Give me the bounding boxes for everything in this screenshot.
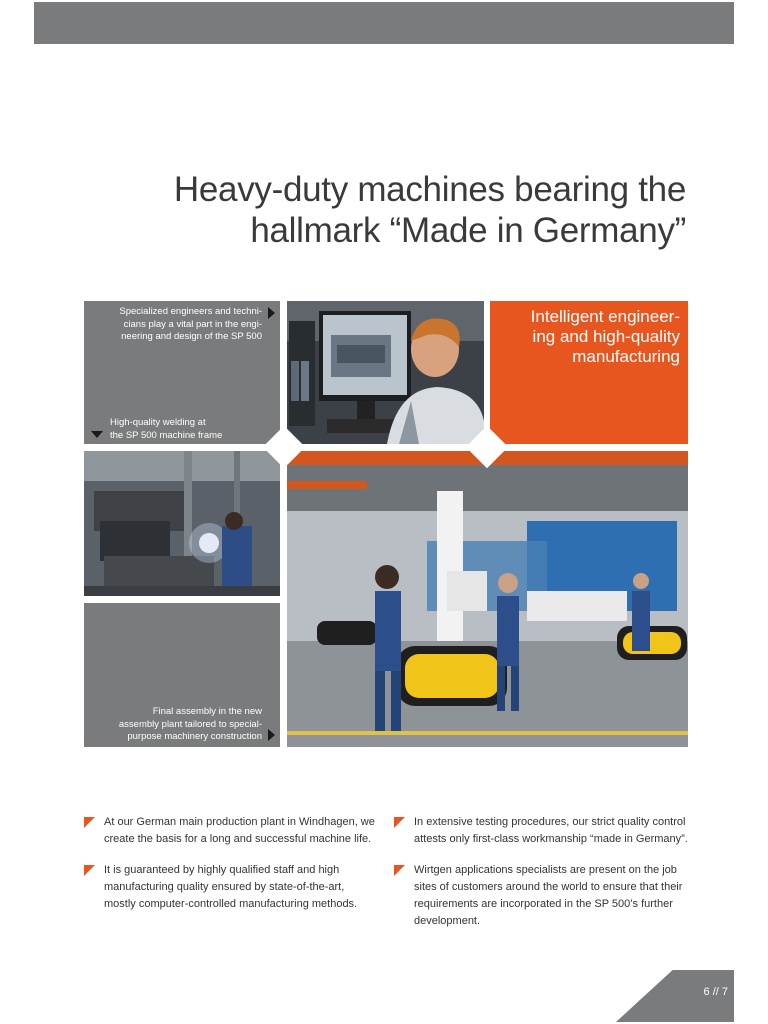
bullet-list-right <box>394 814 688 944</box>
caption-engineers <box>87 306 262 344</box>
bullet-triangle-icon <box>394 865 405 876</box>
page-number: 6 // 7 <box>703 986 728 998</box>
caption-welding <box>110 417 222 442</box>
bullet-triangle-icon <box>84 865 95 876</box>
bullet-text: It is guaranteed by highly qualified staff and high manufacturing quality ensured by state-of-the-art, mostly computer-controlled manufacturing methods. <box>104 864 358 910</box>
engineer-photo-illustration <box>287 301 484 444</box>
page-title-line-2: hallmark “Made in Germany” <box>250 211 686 251</box>
highlight-title-line: ing and high-quality <box>532 327 680 346</box>
welding-photo-illustration <box>84 451 280 596</box>
photo-assembly-hall <box>287 451 688 747</box>
arrow-right-icon <box>268 307 275 319</box>
arrow-right-icon <box>268 729 275 741</box>
highlight-title-line: Intelligent engineer- <box>530 307 680 326</box>
bullet-text: At our German main production plant in Windhagen, we create the basis for a long and successful machine life. <box>104 816 375 845</box>
bullet-text: Wirtgen applications specialists are present on the job sites of customers around the world to ensure that their requirements are incorporated in the SP 500’s further development. <box>414 864 683 927</box>
caption-line: cians play a vital part in the engi- <box>123 318 262 330</box>
page-title-line-1: Heavy-duty machines bearing the <box>173 170 686 210</box>
caption-assembly <box>84 706 262 744</box>
caption-panel-assembly <box>84 603 280 747</box>
photo-welding <box>84 451 280 596</box>
highlight-panel <box>490 301 688 444</box>
caption-line: assembly plant tailored to special- <box>118 718 262 730</box>
caption-line: High-quality welding at <box>110 417 206 428</box>
caption-line: Specialized engineers and techni- <box>119 306 262 317</box>
caption-line: Final assembly in the new <box>152 706 262 717</box>
bullet-item <box>394 862 688 930</box>
caption-line: purpose machinery construction <box>127 731 262 742</box>
bullet-item <box>394 814 688 848</box>
arrow-down-icon <box>91 431 103 438</box>
bullet-triangle-icon <box>394 817 405 828</box>
highlight-title <box>500 307 680 367</box>
highlight-title-line: manufacturing <box>572 347 680 366</box>
bullet-list-left <box>84 814 376 927</box>
caption-line: neering and design of the SP 500 <box>121 331 262 342</box>
header-band <box>34 2 734 44</box>
bullet-triangle-icon <box>84 817 95 828</box>
bullet-item <box>84 862 376 913</box>
caption-line: the SP 500 machine frame <box>110 429 223 441</box>
caption-panel-engineering <box>84 301 280 444</box>
assembly-photo-illustration <box>287 451 688 747</box>
page-title <box>86 169 686 251</box>
photo-engineer-workstation <box>287 301 484 444</box>
bullet-text: In extensive testing procedures, our strict quality control attests only first-class workmanship “made in Germany”. <box>414 816 688 845</box>
bullet-item <box>84 814 376 848</box>
